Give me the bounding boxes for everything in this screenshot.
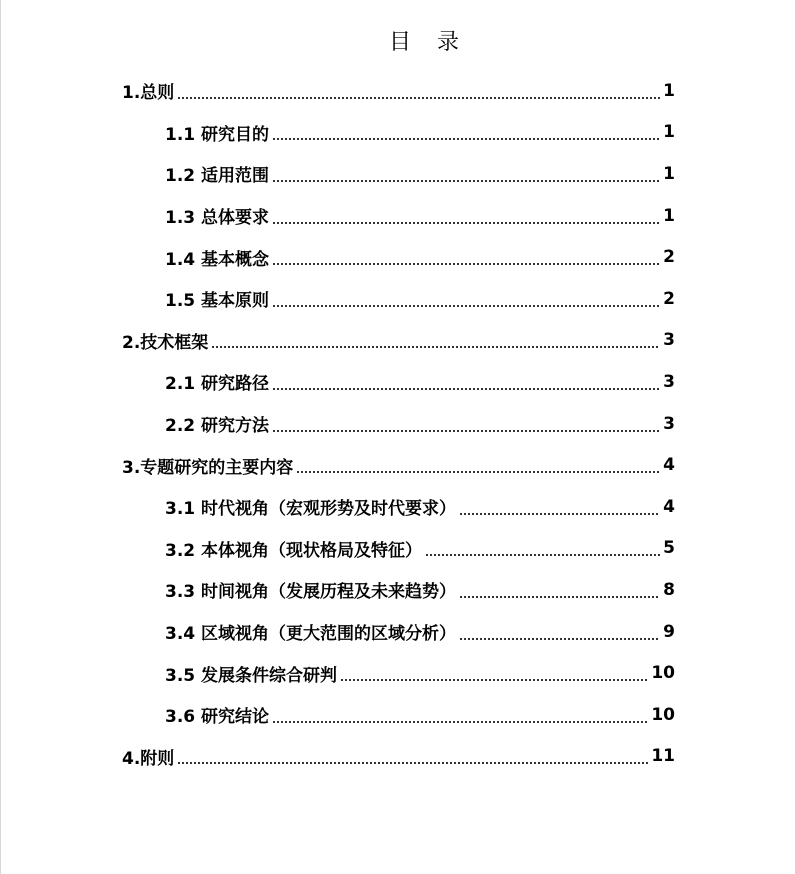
toc-entry-page: 5 [663, 538, 675, 559]
toc-entry-label: 3.专题研究的主要内容 [122, 457, 294, 478]
toc-entry-page: 2 [663, 288, 675, 309]
toc-entry[interactable] [165, 694, 675, 736]
toc-entry-page: 1 [663, 205, 675, 226]
dot-leader [425, 554, 660, 556]
toc-entry-label: 3.5 发展条件综合研判 [165, 665, 338, 686]
toc-entry[interactable] [165, 486, 675, 528]
toc-entry[interactable] [165, 528, 675, 570]
dot-leader [272, 388, 660, 390]
toc-entry-page: 10 [651, 663, 675, 684]
toc-list [0, 70, 795, 777]
toc-entry-label: 3.1 时代视角（宏观形势及时代要求） [165, 499, 457, 520]
toc-entry-page: 3 [663, 330, 675, 351]
toc-entry-page: 4 [663, 496, 675, 517]
toc-entry[interactable] [122, 444, 675, 486]
toc-entry[interactable] [165, 112, 675, 154]
dot-leader [177, 762, 648, 764]
dot-leader [459, 638, 660, 640]
toc-entry-label: 1.4 基本概念 [165, 249, 270, 270]
toc-entry[interactable] [122, 736, 675, 778]
toc-entry-page: 3 [663, 413, 675, 434]
toc-title-char: 录 [437, 30, 460, 55]
toc-entry-page: 4 [663, 455, 675, 476]
toc-entry-label: 2.1 研究路径 [165, 374, 270, 395]
toc-entry-label: 1.总则 [122, 83, 175, 104]
toc-entry-label: 1.1 研究目的 [165, 124, 270, 145]
toc-title [0, 25, 795, 56]
toc-entry[interactable] [165, 361, 675, 403]
toc-entry[interactable] [122, 320, 675, 362]
toc-entry-label: 3.4 区域视角（更大范围的区域分析） [165, 624, 457, 645]
toc-entry[interactable] [165, 195, 675, 237]
dot-leader [272, 430, 660, 432]
toc-entry[interactable] [165, 236, 675, 278]
toc-entry[interactable] [165, 278, 675, 320]
toc-title-char: 目 [388, 30, 411, 55]
dot-leader [272, 305, 660, 307]
dot-leader [459, 596, 660, 598]
toc-entry-label: 4.附则 [122, 748, 175, 769]
dot-leader [211, 346, 660, 348]
toc-entry-page: 9 [663, 621, 675, 642]
toc-entry-page: 11 [651, 746, 675, 767]
toc-entry-page: 1 [663, 80, 675, 101]
toc-entry[interactable] [165, 403, 675, 445]
toc-entry-page: 1 [663, 163, 675, 184]
dot-leader [272, 263, 660, 265]
toc-entry-page: 10 [651, 704, 675, 725]
toc-entry-page: 2 [663, 247, 675, 268]
toc-entry[interactable] [165, 652, 675, 694]
toc-entry-page: 8 [663, 579, 675, 600]
toc-entry[interactable] [165, 611, 675, 653]
toc-entry-label: 1.3 总体要求 [165, 208, 270, 229]
dot-leader [272, 721, 648, 723]
dot-leader [340, 679, 648, 681]
toc-entry[interactable] [165, 153, 675, 195]
toc-entry[interactable] [122, 70, 675, 112]
toc-entry-label: 1.5 基本原则 [165, 291, 270, 312]
toc-entry-label: 1.2 适用范围 [165, 166, 270, 187]
toc-entry-label: 3.3 时间视角（发展历程及未来趋势） [165, 582, 457, 603]
toc-entry-page: 1 [663, 122, 675, 143]
dot-leader [272, 138, 660, 140]
dot-leader [272, 222, 660, 224]
dot-leader [296, 471, 660, 473]
dot-leader [177, 97, 660, 99]
toc-entry-label: 3.2 本体视角（现状格局及特征） [165, 540, 423, 561]
toc-entry-label: 3.6 研究结论 [165, 707, 270, 728]
toc-entry-page: 3 [663, 371, 675, 392]
dot-leader [272, 180, 660, 182]
toc-entry[interactable] [165, 569, 675, 611]
toc-entry-label: 2.技术框架 [122, 332, 209, 353]
dot-leader [459, 513, 660, 515]
toc-entry-label: 2.2 研究方法 [165, 416, 270, 437]
